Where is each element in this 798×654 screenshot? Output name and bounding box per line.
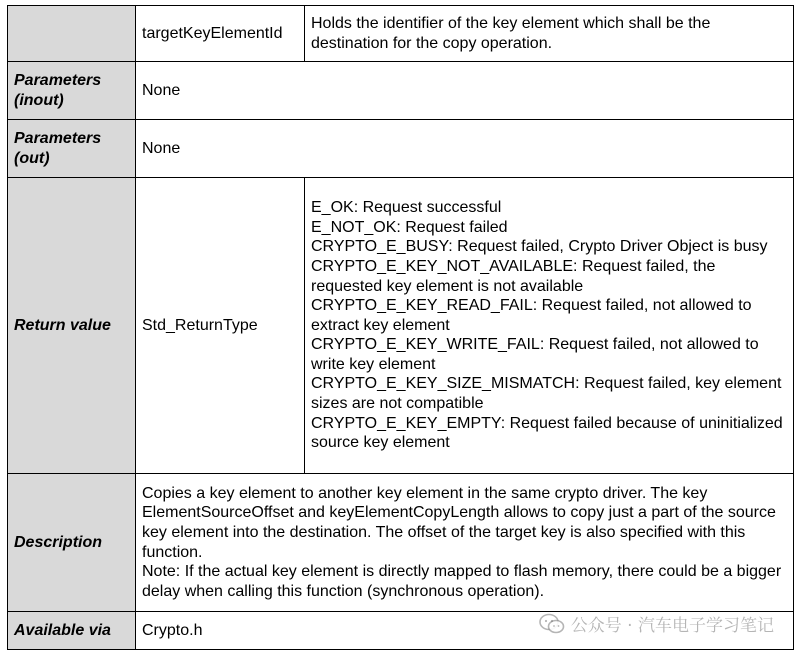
row-label-description: Description [8,474,136,612]
label-line: (inout) [14,91,64,109]
description-text [136,474,794,612]
row-label-available-via: Available via [8,612,136,650]
watermark-text: 公众号 · 汽车电子学习笔记 [570,616,774,636]
parameters-inout-value: None [136,62,794,120]
return-values-list [305,178,794,474]
description-note: Note: If the actual key element is directly mapped to flash memory, there could be a bigger delay when calling this function (synchronous operation). [142,563,782,600]
table-row-target-key-element-id [8,6,794,62]
label-line: (out) [14,149,50,167]
table-row-available-via [8,612,794,650]
label-line: Parameters [14,129,102,147]
return-value-item: E_NOT_OK: Request failed [311,218,508,236]
return-value-item: CRYPTO_E_KEY_READ_FAIL: Request failed, not allowed to extract key element [311,297,752,334]
return-value-item: CRYPTO_E_KEY_WRITE_FAIL: Request failed, not allowed to write key element [311,336,759,373]
row-label-return-value: Return value [8,178,136,474]
return-type: Std_ReturnType [136,178,305,474]
table-row-parameters-out [8,120,794,178]
table-row-parameters-inout [8,62,794,120]
return-value-item: CRYPTO_E_KEY_EMPTY: Request failed because of uninitialized source key element [311,414,783,452]
table-row-description [8,474,794,612]
row-label-parameters-inout [8,62,136,120]
return-value-item: CRYPTO_E_KEY_SIZE_MISMATCH: Request failed, key element sizes are not compatible [311,375,782,413]
return-value-item: CRYPTO_E_BUSY: Request failed, Crypto Driver Object is busy [311,238,768,256]
param-name: targetKeyElementId [136,6,305,62]
row-label-empty [8,6,136,62]
table-row-return-value [8,178,794,474]
description-paragraph: Copies a key element to another key element in the same crypto driver. The key ElementSourceOffset and keyElementCopyLength allows to copy just a part of the source key element into the destination. The offset of the target key is also specified with this function. [142,484,776,561]
param-description: Holds the identifier of the key element which shall be the destination for the copy operation. [305,6,794,62]
api-spec-table [7,5,794,650]
return-value-item: CRYPTO_E_KEY_NOT_AVAILABLE: Request failed, the requested key element is not available [311,257,716,295]
return-value-item: E_OK: Request successful [311,199,502,217]
available-via-value: Crypto.h [136,612,794,650]
label-line: Parameters [14,71,102,89]
parameters-out-value: None [136,120,794,178]
row-label-parameters-out [8,120,136,178]
